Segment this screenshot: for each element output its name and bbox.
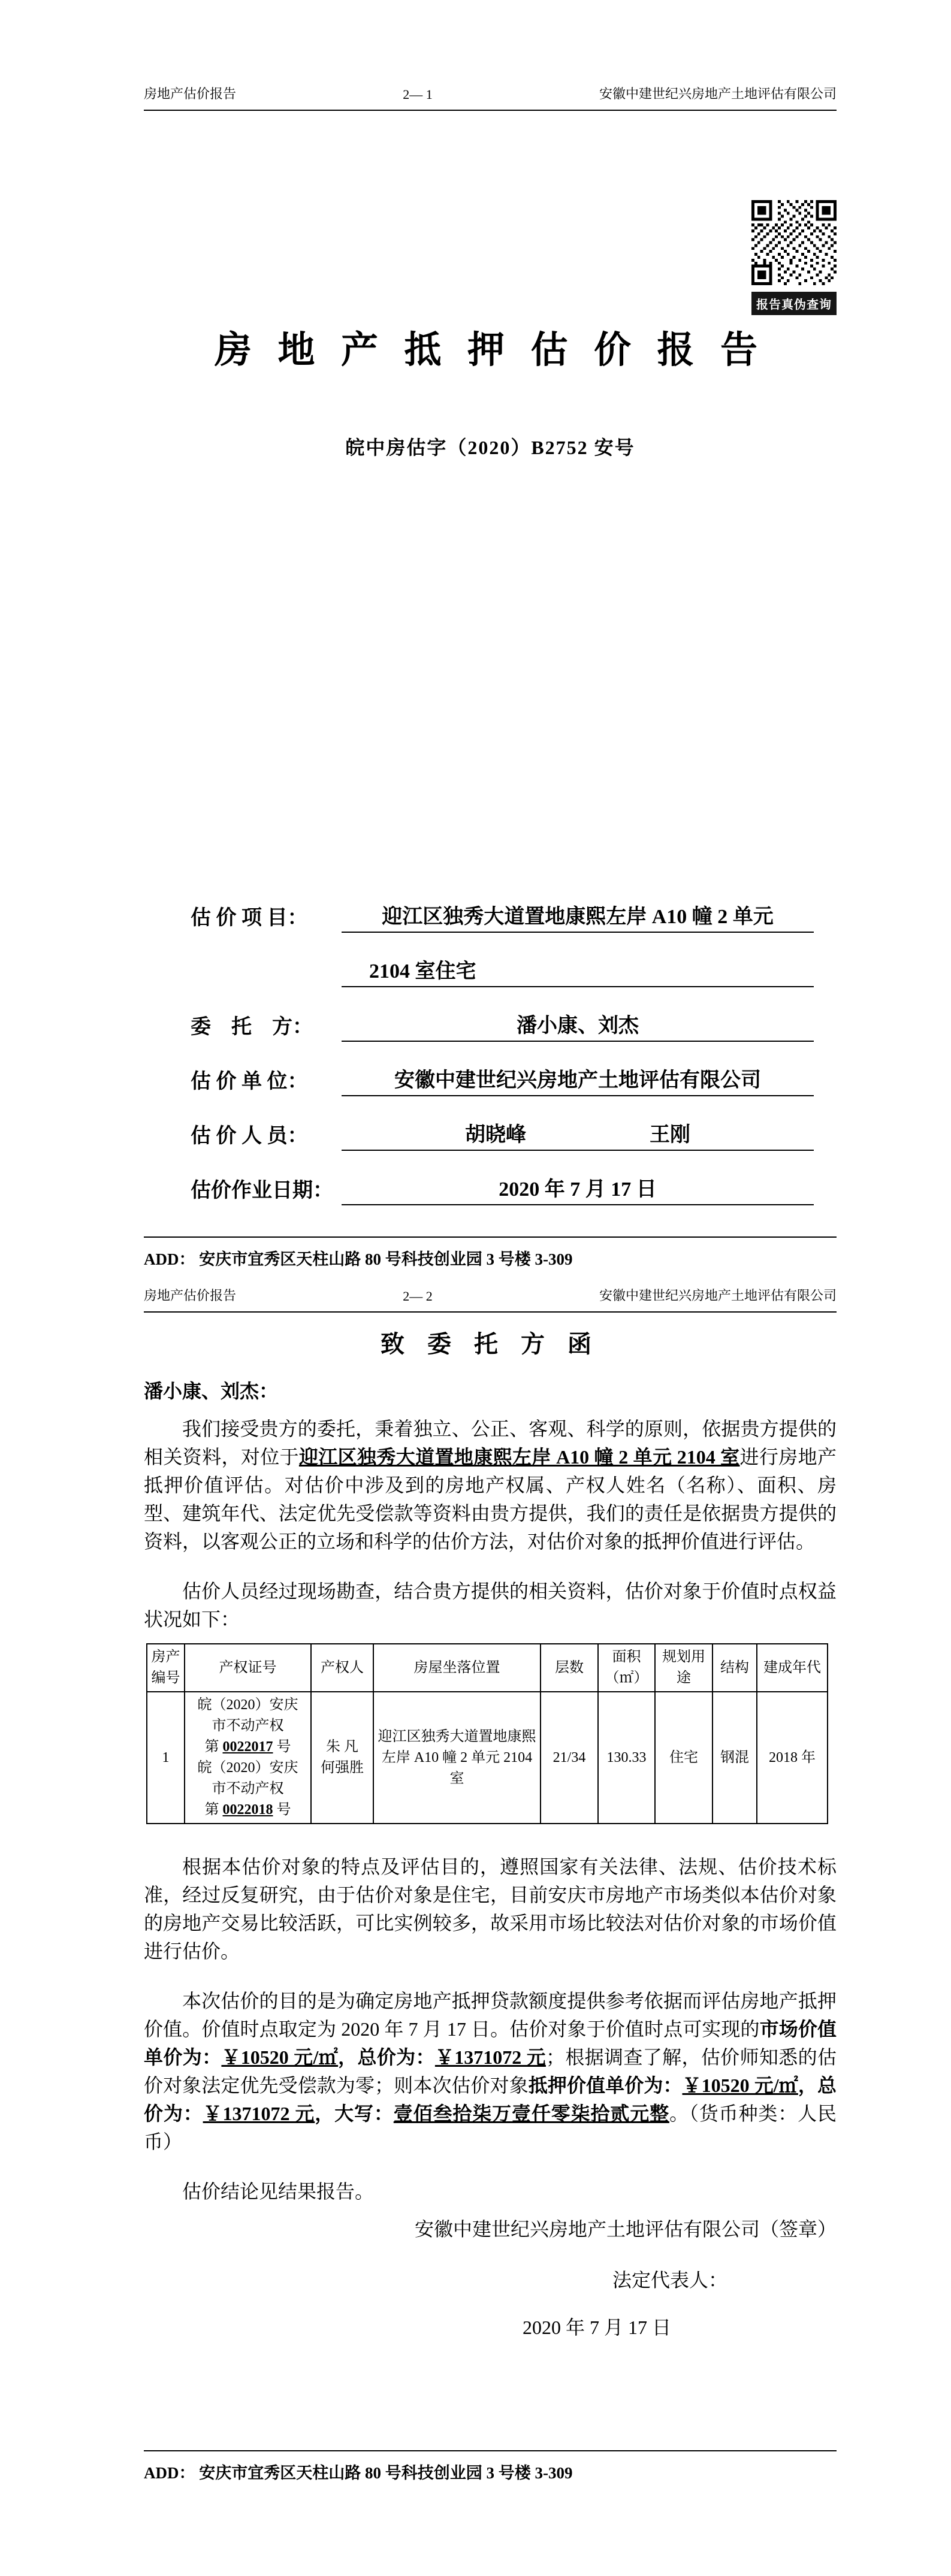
- owner-name-1: 朱 凡: [326, 1739, 358, 1755]
- client-label: 委 托 方：: [191, 1016, 313, 1038]
- form-row-project: [191, 900, 814, 933]
- cell-planned-use: 住宅: [655, 1692, 713, 1824]
- cover-form: [191, 900, 814, 1227]
- header-page-number: 2— 2: [403, 1289, 433, 1304]
- cell-location: 迎江区独秀大道置地康熙左岸 A10 幢 2 单元 2104 室: [373, 1692, 541, 1824]
- cell-year-built: 2018 年: [757, 1692, 828, 1824]
- qr-code-icon: [751, 200, 837, 285]
- table-header-row: [147, 1644, 828, 1692]
- page1-header: [144, 84, 837, 111]
- staff-label: 估 价 人 员：: [191, 1125, 308, 1147]
- amount-in-words-label: ，大写：: [315, 2103, 394, 2124]
- market-unit-price-value: ￥10520 元/㎡: [221, 2046, 339, 2068]
- cert1-prefix: 第: [204, 1739, 223, 1755]
- signature-date: 2020 年 7 月 17 日: [522, 2317, 671, 2338]
- mortgage-unit-price-value: ￥10520 元/㎡: [682, 2075, 798, 2096]
- report-document-number: 皖中房估字（2020）B2752 安号: [345, 437, 635, 458]
- method-paragraph: 根据本估价对象的特点及评估目的，遵照国家有关法律、法规、估价技术标准，经过反复研究，由于估价对象是住宅，目前安庆市房地产市场类似本估价对象的房地产交易比较活跃，可比实例较多，故采用市场比较法对估价对象的市场价值进行估价。: [144, 1856, 837, 1962]
- header-doc-type: 房地产估价报告: [144, 86, 237, 101]
- signature-company: 安徽中建世纪兴房地产土地评估有限公司（签章）: [414, 2218, 837, 2240]
- project-value-line2: 2104 室住宅: [342, 954, 814, 987]
- staff-values: [342, 1118, 814, 1151]
- cert1-number: 0022017: [222, 1739, 273, 1755]
- engagement-paragraph: [144, 1415, 837, 1556]
- cell-structure: 钢混: [713, 1692, 757, 1824]
- header-doc-type: 房地产估价报告: [144, 1288, 237, 1303]
- project-label: 估 价 项 目：: [191, 907, 308, 929]
- report-title: 房 地 产 抵 押 估 价 报 告: [214, 330, 766, 371]
- project-label-spacer: [191, 985, 342, 987]
- cell-area: 130.33: [598, 1692, 655, 1824]
- cert1-line1: 皖（2020）安庆: [197, 1697, 298, 1713]
- cert2-line1: 皖（2020）安庆: [197, 1760, 298, 1776]
- col-header-planned-use: 规划用途: [655, 1644, 713, 1692]
- col-header-structure: 结构: [713, 1644, 757, 1692]
- agency-value: 安徽中建世纪兴房地产土地评估有限公司: [342, 1063, 814, 1096]
- col-header-area: 面积（㎡）: [598, 1644, 655, 1692]
- header-page-number: 2— 1: [403, 87, 433, 102]
- staff-name-1: 胡晓峰: [465, 1124, 526, 1146]
- subject-property-name: 迎江区独秀大道置地康熙左岸 A10 幢 2 单元 2104 室: [298, 1446, 740, 1468]
- cert2-suffix: 号: [273, 1802, 291, 1818]
- cert2-line2: 市不动产权: [212, 1781, 284, 1797]
- mortgage-unit-price-label: 抵押价值单价为：: [528, 2075, 683, 2096]
- col-header-owner: 产权人: [311, 1644, 373, 1692]
- currency-note: 。（货币种类：人民币）: [144, 2103, 837, 2152]
- market-total-label: ，总价为：: [338, 2046, 435, 2068]
- cell-floors: 21/34: [541, 1692, 598, 1824]
- property-rights-table: [146, 1643, 828, 1824]
- cell-property-no: 1: [147, 1692, 185, 1824]
- cell-owners: [311, 1692, 373, 1824]
- date-value: 2020 年 7 月 17 日: [342, 1172, 814, 1205]
- project-value-line1: 迎江区独秀大道置地康熙左岸 A10 幢 2 单元: [342, 900, 814, 933]
- header-company-name: 安徽中建世纪兴房地产土地评估有限公司: [599, 1288, 837, 1303]
- page2-header: [144, 1286, 837, 1313]
- form-row-agency: [191, 1063, 814, 1096]
- para1-rest: 进行房地产抵押价值评估。对估价中涉及到的房地产权属、产权人姓名（名称）、面积、房型、建筑年代、法定优先受偿款等资料由贵方提供，我们的责任是依据贵方提供的资料，以客观公正的立场和科学的估价方法，对估价对象的抵押价值进行评估。: [144, 1446, 837, 1552]
- qr-verification-label: 报告真伪查询: [751, 292, 837, 315]
- owner-name-2: 何强胜: [321, 1760, 364, 1776]
- col-header-floors: 层数: [541, 1644, 598, 1692]
- para4-purpose: 本次估价的目的是为确定房地产抵押贷款额度提供参考依据而评估房地产抵押价值。价值时点取定为 2020 年 7 月 17 日。估价对象于价值时点可实现的: [144, 1990, 837, 2040]
- col-header-property-no: 房产编号: [147, 1644, 185, 1692]
- staff-name-2: 王刚: [650, 1124, 690, 1146]
- date-label: 估价作业日期：: [191, 1180, 333, 1202]
- form-row-staff: [191, 1118, 814, 1151]
- cert2-prefix: 第: [204, 1802, 223, 1818]
- letter-title: 致 委 托 方 函: [381, 1331, 600, 1357]
- col-header-location: 房屋坐落位置: [373, 1644, 541, 1692]
- table-row: [147, 1692, 828, 1824]
- client-value: 潘小康、刘杰: [342, 1009, 814, 1042]
- cert2-line3: [186, 1800, 309, 1821]
- form-row-date: [191, 1172, 814, 1205]
- cert2-number: 0022018: [222, 1802, 273, 1818]
- survey-paragraph: 估价人员经过现场勘查，结合贵方提供的相关资料，估价对象于价值时点权益状况如下：: [144, 1580, 837, 1630]
- col-header-year-built: 建成年代: [757, 1644, 828, 1692]
- cell-cert-numbers: [185, 1692, 311, 1824]
- report-verification-block: [751, 200, 837, 315]
- market-total-value: ￥1371072 元: [434, 2046, 546, 2068]
- page1-footer-address: ADD： 安庆市宜秀区天柱山路 80 号科技创业园 3 号楼 3-309: [144, 1236, 837, 1269]
- letter-salutation: 潘小康、刘杰：: [144, 1380, 279, 1402]
- header-company-name: 安徽中建世纪兴房地产土地评估有限公司: [599, 86, 837, 101]
- letter-body: [144, 1322, 837, 2342]
- mortgage-total-value: ￥1371072 元: [203, 2103, 315, 2124]
- agency-label: 估 价 单 位：: [191, 1071, 308, 1093]
- amount-in-words-value: 壹佰叁拾柒万壹仟零柒拾贰元整: [393, 2103, 669, 2124]
- form-row-client: [191, 1009, 814, 1042]
- conclusion-paragraph: 估价结论见结果报告。: [182, 2181, 375, 2202]
- signature-legal-rep: 法定代表人：: [612, 2269, 727, 2291]
- cert1-line3: [186, 1737, 309, 1758]
- market-unit-price-label: 市场价值单价为：: [144, 2018, 837, 2068]
- valuation-paragraph: [144, 1987, 837, 2156]
- mortgage-total-label: ，总价为：: [144, 2075, 837, 2124]
- para4-priority-claims: ；根据调查了解，估价师知悉的估价对象法定优先受偿款为零；则本次估价对象: [144, 2046, 837, 2096]
- col-header-cert-no: 产权证号: [185, 1644, 311, 1692]
- para1-intro: 我们接受贵方的委托，秉着独立、公正、客观、科学的原则，依据贵方提供的相关资料，对位于: [144, 1418, 837, 1468]
- cert1-line2: 市不动产权: [212, 1718, 284, 1734]
- cert1-suffix: 号: [273, 1739, 291, 1755]
- page2-footer-address: ADD： 安庆市宜秀区天柱山路 80 号科技创业园 3 号楼 3-309: [144, 2450, 837, 2483]
- form-row-project-cont: [191, 954, 814, 987]
- signature-block: [144, 2215, 837, 2342]
